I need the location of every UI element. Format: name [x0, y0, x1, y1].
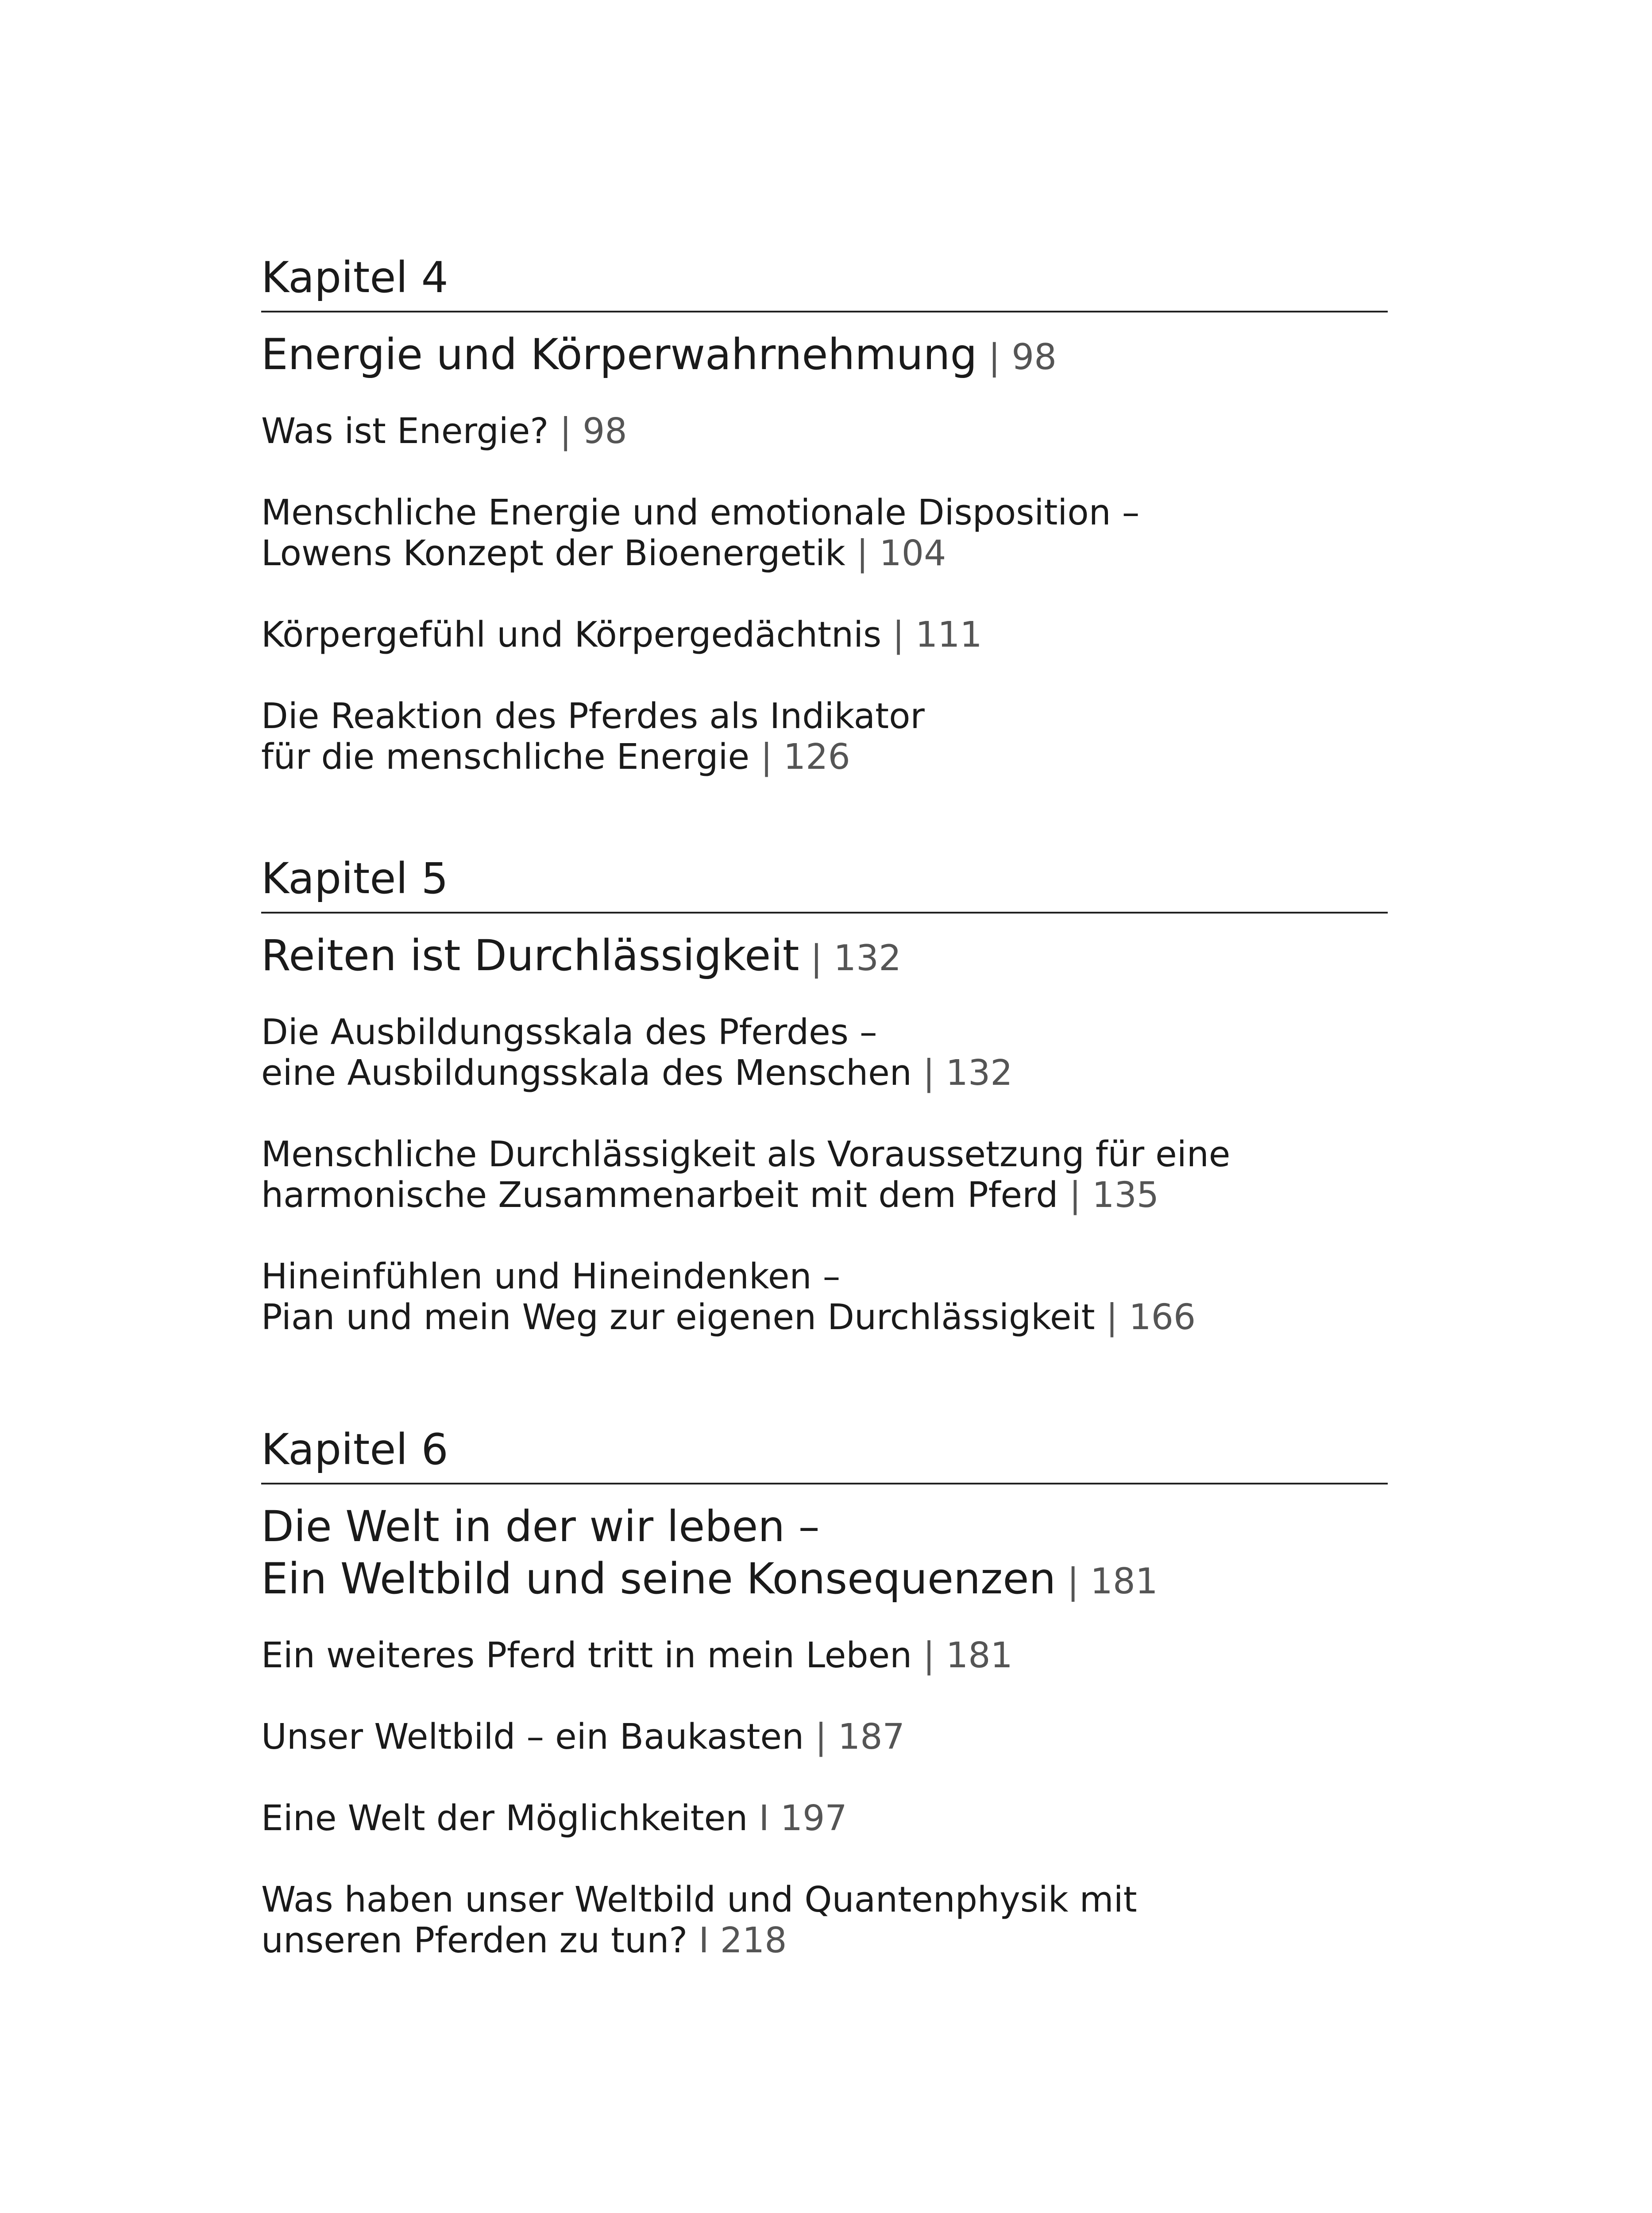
section-page-number: | 111: [881, 614, 982, 655]
chapter-title-text: Energie und Körperwahrnehmung: [261, 330, 977, 379]
section-entry: [261, 1256, 1388, 1338]
section-page-number: | 181: [912, 1635, 1013, 1676]
chapter-title: [261, 328, 1388, 383]
section-entry: [261, 1798, 1388, 1839]
chapter-title-text: Ein Weltbild und seine Konsequenzen: [261, 1554, 1056, 1604]
section-entry-text: eine Ausbildungsskala des Menschen: [261, 1053, 912, 1093]
chapter-label: Kapitel 5: [261, 854, 1388, 914]
section-list: [261, 1635, 1388, 1961]
chapter-label: Kapitel 6: [261, 1425, 1388, 1484]
chapter-title-page-number: | 132: [799, 937, 901, 979]
section-entry-text: Was haben unser Weltbild und Quantenphysik mit: [261, 1879, 1137, 1920]
section-page-number: | 166: [1095, 1297, 1196, 1338]
section-page-number: I 197: [748, 1798, 847, 1839]
section-entry: [261, 696, 1388, 777]
section-entry-text: harmonische Zusammenarbeit mit dem Pferd: [261, 1175, 1069, 1215]
section-entry-text: Hineinfühlen und Hineindenken –: [261, 1256, 841, 1297]
section-entry-text: Pian und mein Weg zur eigenen Durchlässigkeit: [261, 1297, 1095, 1338]
section-entry-text: Lowens Konzept der Bioenergetik: [261, 533, 845, 574]
section-entry-text: Menschliche Durchlässigkeit als Voraussetzung für eine: [261, 1134, 1231, 1175]
section-entry: [261, 1134, 1388, 1215]
chapter-title-text: Die Welt in der wir leben –: [261, 1502, 820, 1551]
chapter-label: Kapitel 4: [261, 253, 1388, 312]
chapter-title-page-number: | 98: [977, 336, 1057, 378]
section-page-number: | 132: [911, 1053, 1013, 1093]
section-page-number: | 104: [845, 533, 946, 574]
section-entry: [261, 1012, 1388, 1093]
section-entry: [261, 1635, 1388, 1676]
chapter-title-text: Reiten ist Durchlässigkeit: [261, 931, 799, 980]
section-page-number: | 187: [804, 1716, 905, 1757]
section-entry: [261, 614, 1388, 655]
section-entry-text: Die Ausbildungsskala des Pferdes –: [261, 1012, 877, 1053]
section-list: [261, 1012, 1388, 1338]
section-page-number: I 218: [687, 1920, 787, 1961]
chapter-4: [261, 253, 1388, 818]
section-entry-text: Eine Welt der Möglichkeiten: [261, 1798, 748, 1839]
section-entry-text: Die Reaktion des Pferdes als Indikator: [261, 696, 925, 736]
section-entry: [261, 411, 1388, 451]
section-page-number: | 135: [1069, 1175, 1159, 1215]
section-list: [261, 411, 1388, 777]
section-page-number: | 126: [749, 736, 850, 777]
section-entry-text: Was ist Energie?: [261, 411, 549, 451]
chapter-title: [261, 1500, 1388, 1608]
section-entry-text: unseren Pferden zu tun?: [261, 1920, 688, 1961]
section-entry: [261, 1879, 1388, 1961]
section-entry: [261, 492, 1388, 574]
section-entry-text: Körpergefühl und Körpergedächtnis: [261, 614, 882, 655]
chapter-title-page-number: | 181: [1056, 1561, 1158, 1602]
section-entry-text: für die menschliche Energie: [261, 736, 750, 777]
section-page-number: | 98: [548, 411, 627, 451]
chapter-title: [261, 929, 1388, 984]
section-entry-text: Menschliche Energie und emotionale Disposition –: [261, 492, 1140, 533]
section-entry: [261, 1716, 1388, 1757]
section-entry-text: Unser Weltbild – ein Baukasten: [261, 1716, 804, 1757]
chapter-5: [261, 854, 1388, 1378]
chapter-6: [261, 1425, 1388, 2001]
section-entry-text: Ein weiteres Pferd tritt in mein Leben: [261, 1635, 912, 1676]
